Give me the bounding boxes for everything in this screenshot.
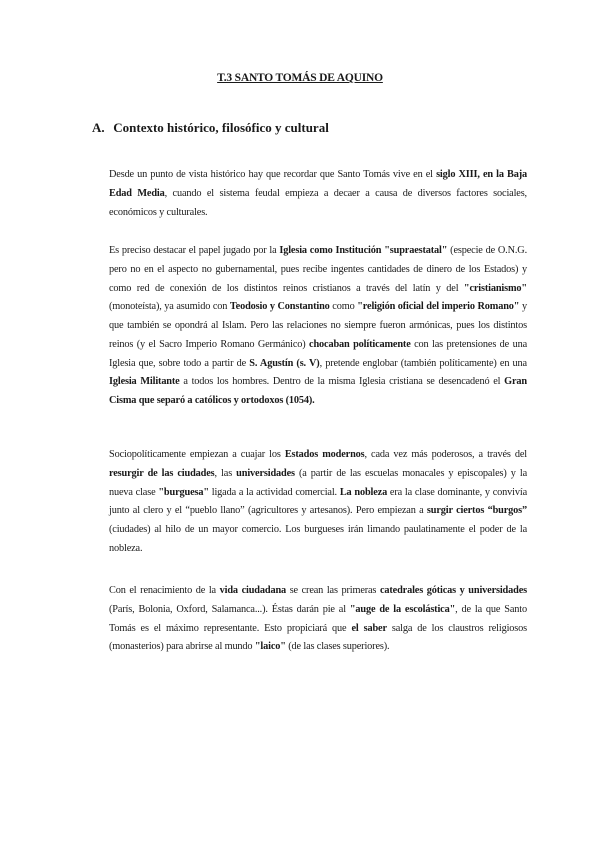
bold-text: "religión oficial del imperio Romano" (357, 301, 520, 313)
bold-text: Gran Cisma que separó a católicos y ortodoxos (1054). (109, 376, 527, 406)
text-run: (monoteísta), ya asumido con (109, 301, 230, 313)
bold-text: Teodosio y Constantino (229, 301, 330, 313)
section-heading-text: Contexto histórico, filosófico y cultural (113, 120, 329, 135)
text-run: Sociopolíticamente empiezan a cuajar los (109, 449, 285, 461)
section-label: A. (92, 120, 105, 135)
text-run: , cada vez más poderosos, a través del (364, 449, 527, 461)
text-run: (a partir de las escuelas monacales y episcopales) y la nueva clase (109, 468, 527, 498)
bold-text: resurgir de las ciudades (109, 468, 215, 479)
text-run: Con el renacimiento de la (109, 585, 220, 597)
text-run: y que también se opondrá al Islam. Pero las relaciones no siempre fueron armónicas, pues los distintos reinos (y el Sacro Imperio Romano Germánico) (109, 301, 527, 350)
bold-text: "auge de la escolástica" (349, 604, 456, 615)
text-run: , de la que Santo Tomás es el máximo representante. Esto propiciará que (109, 604, 527, 634)
bold-text: siglo XIII, en la Baja Edad Media (109, 169, 527, 199)
bold-text: vida ciudadana (219, 585, 287, 597)
bold-text: chocaban políticamente (309, 338, 411, 350)
text-run: se crean las primeras (286, 585, 380, 597)
text-run: Es preciso destacar el papel jugado por la (109, 245, 280, 257)
paragraph (109, 582, 527, 657)
bold-text: Estados modernos (284, 449, 365, 461)
text-run: , pretende englobar (también políticamente) en una (319, 357, 527, 369)
bold-text: universidades (236, 468, 295, 479)
paragraph (109, 166, 527, 222)
text-run: como (329, 301, 358, 313)
bold-text: "cristianismo" (463, 282, 527, 294)
text-run: (especie de O.N.G. pero no en el aspecto no gubernamental, pues recibe ingentes cantidades de dinero de los Estados) y como red de conexión de los distintos reinos cristianos a través del latín y del (109, 245, 527, 294)
section-heading (92, 120, 329, 136)
bold-text: "laico" (254, 641, 286, 653)
text-run: , las (214, 468, 237, 479)
text-run: con las pretensiones de una Iglesia que, sobre todo a partir de (109, 338, 527, 369)
paragraph (109, 242, 527, 410)
text-run: ligada a la actividad comercial. (208, 486, 340, 498)
text-run: , cuando el sistema feudal empieza a decaer a causa de diversos factores sociales, económicos y culturales. (109, 188, 527, 218)
bold-text: surgir ciertos “burgos” (426, 505, 527, 517)
bold-text: S. Agustín (s. V) (249, 357, 320, 369)
bold-text: "burguesa" (158, 486, 209, 498)
text-run: (de las clases superiores). (285, 641, 390, 653)
text-run: a todos los hombres. Dentro de la misma Iglesia cristiana se desencadenó el (179, 376, 505, 388)
text-run: salga de los claustros religiosos (monasterios) para abrirse al mundo (109, 622, 528, 653)
text-run: era la clase dominante, y convivía junto al clero y el “pueblo llano” (agricultores y artesanos). Pero empiezan a (109, 486, 528, 517)
bold-text: catedrales góticas y universidades (379, 585, 527, 597)
paragraph (109, 446, 527, 558)
bold-text: el saber (351, 622, 387, 634)
bold-text: Iglesia Militante (109, 376, 180, 388)
text-run: (ciudades) al hilo de un mayor comercio. Los burgueses irán limando paulatinamente el poder de la nobleza. (109, 524, 527, 554)
text-run: (París, Bolonia, Oxford, Salamanca...). Éstas darán pie al (109, 604, 350, 615)
text-run: Desde un punto de vista histórico hay que recordar que Santo Tomás vive en el (109, 169, 437, 181)
document-title: T.3 SANTO TOMÁS DE AQUINO (217, 72, 383, 84)
bold-text: Iglesia como Institución "supraestatal" (279, 245, 448, 257)
bold-text: La nobleza (339, 486, 388, 498)
